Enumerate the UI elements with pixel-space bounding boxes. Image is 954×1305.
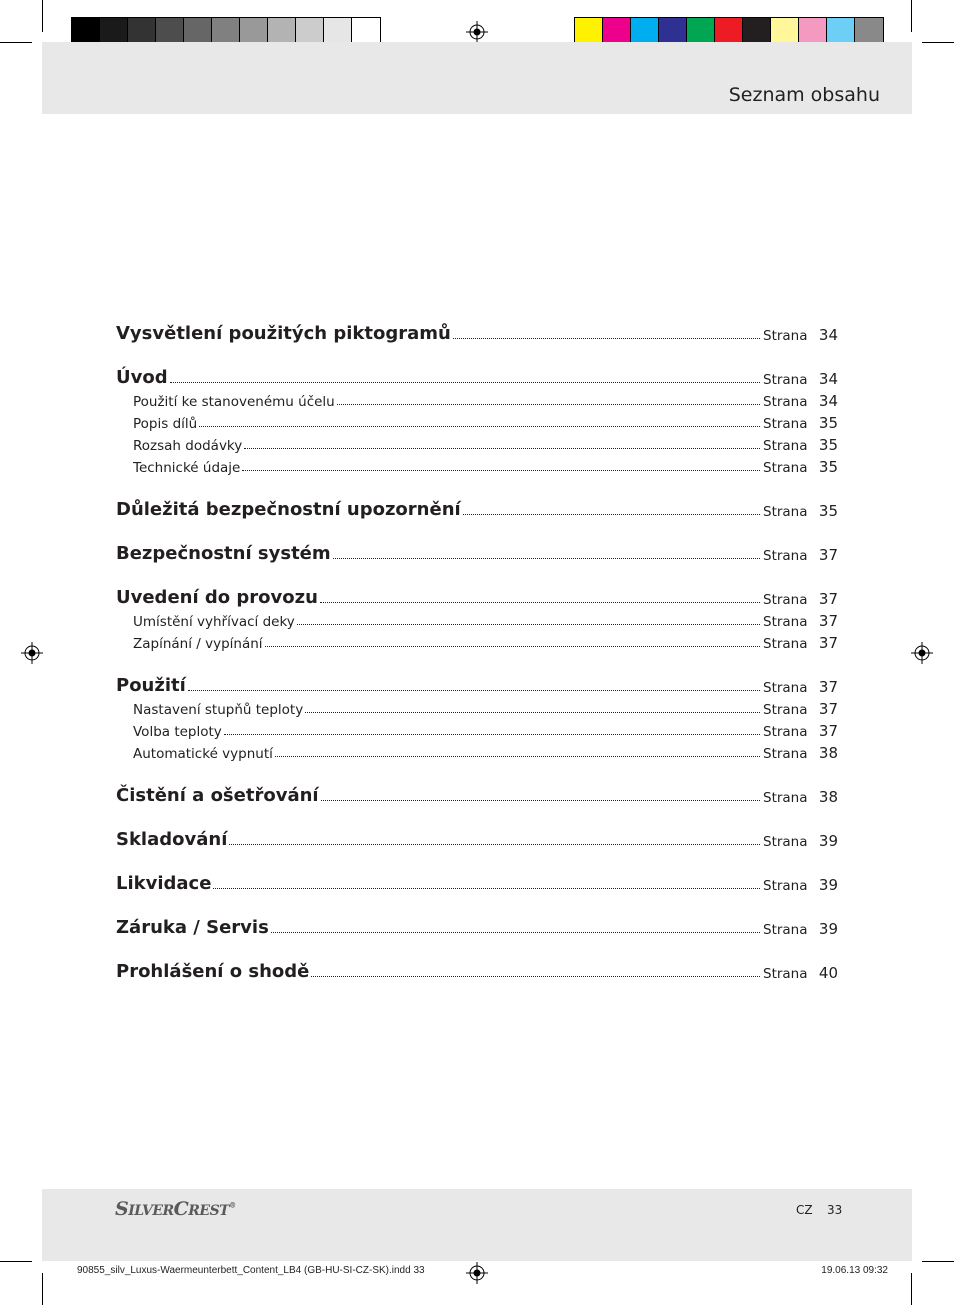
toc-page-number: 37 bbox=[818, 546, 838, 564]
toc-entry[interactable] bbox=[116, 498, 838, 520]
toc-entry-title: Volba teploty bbox=[133, 724, 222, 740]
toc-entry-title: Technické údaje bbox=[133, 460, 241, 476]
toc-page-number: 37 bbox=[818, 634, 838, 652]
toc-page-label: Strana bbox=[763, 394, 808, 410]
toc-entry-title: Nastavení stupňů teploty bbox=[133, 702, 304, 718]
dot-leader bbox=[333, 558, 760, 559]
dot-leader bbox=[463, 514, 760, 515]
toc-page-number: 35 bbox=[818, 502, 838, 520]
file-slug: 90855_silv_Luxus-Waermeunterbett_Content_LB4 (GB-HU-SI-CZ-SK).indd 33 bbox=[77, 1265, 425, 1276]
toc-subentry[interactable] bbox=[116, 388, 838, 410]
toc-entry[interactable] bbox=[116, 916, 838, 938]
dot-leader bbox=[297, 624, 760, 625]
toc-subentry[interactable] bbox=[116, 740, 838, 762]
toc-page-number: 39 bbox=[818, 832, 838, 850]
toc-entry[interactable] bbox=[116, 366, 838, 388]
date-slug: 19.06.13 09:32 bbox=[821, 1265, 888, 1276]
toc-page-label: Strana bbox=[763, 460, 808, 476]
toc-subentry[interactable] bbox=[116, 718, 838, 740]
toc-page-label: Strana bbox=[763, 724, 808, 740]
toc-page-number: 37 bbox=[818, 612, 838, 630]
toc-page-number: 37 bbox=[818, 700, 838, 718]
toc-page-label: Strana bbox=[763, 790, 808, 806]
crop-mark bbox=[911, 0, 912, 32]
crop-mark bbox=[922, 1261, 954, 1262]
toc-entry-title: Úvod bbox=[116, 367, 168, 388]
dot-leader bbox=[337, 404, 760, 405]
toc-page-number: 34 bbox=[818, 370, 838, 388]
toc-entry-title: Čistění a ošetřování bbox=[116, 785, 319, 806]
toc-subentry[interactable] bbox=[116, 696, 838, 718]
toc-page-number: 35 bbox=[818, 458, 838, 476]
toc-page-label: Strana bbox=[763, 636, 808, 652]
crop-mark bbox=[0, 42, 32, 43]
toc-entry[interactable] bbox=[116, 828, 838, 850]
dot-leader bbox=[453, 338, 760, 339]
dot-leader bbox=[305, 712, 760, 713]
toc-page-label: Strana bbox=[763, 328, 808, 344]
toc-page-number: 39 bbox=[818, 920, 838, 938]
dot-leader bbox=[213, 888, 760, 889]
toc-entry[interactable] bbox=[116, 674, 838, 696]
toc-page-number: 37 bbox=[818, 678, 838, 696]
toc-subentry[interactable] bbox=[116, 432, 838, 454]
toc-page-number: 34 bbox=[818, 326, 838, 344]
toc-page-number: 35 bbox=[818, 414, 838, 432]
dot-leader bbox=[265, 646, 760, 647]
dot-leader bbox=[229, 844, 760, 845]
crop-mark bbox=[922, 42, 954, 43]
toc-page-label: Strana bbox=[763, 680, 808, 696]
toc-page-label: Strana bbox=[763, 834, 808, 850]
toc-entry[interactable] bbox=[116, 586, 838, 608]
toc-entry-title: Použití bbox=[116, 675, 186, 696]
toc-entry-title: Uvedení do provozu bbox=[116, 587, 318, 608]
toc-subentry[interactable] bbox=[116, 608, 838, 630]
toc-entry-title: Bezpečnostní systém bbox=[116, 543, 331, 564]
toc-entry[interactable] bbox=[116, 960, 838, 982]
toc-page-number: 38 bbox=[818, 788, 838, 806]
toc-page-label: Strana bbox=[763, 966, 808, 982]
toc-page-number: 37 bbox=[818, 590, 838, 608]
dot-leader bbox=[199, 426, 760, 427]
dot-leader bbox=[188, 690, 760, 691]
dot-leader bbox=[170, 382, 760, 383]
toc-page-label: Strana bbox=[763, 746, 808, 762]
crop-mark bbox=[42, 0, 43, 32]
toc-page-label: Strana bbox=[763, 592, 808, 608]
dot-leader bbox=[320, 602, 760, 603]
language-code: CZ bbox=[796, 1203, 813, 1217]
registration-mark-icon bbox=[911, 642, 933, 664]
silvercrest-logo: SILVERCREST® bbox=[115, 1198, 236, 1220]
toc-entry-title: Umístění vyhřívací deky bbox=[133, 614, 295, 630]
page-number: 33 bbox=[827, 1203, 843, 1217]
toc-page-label: Strana bbox=[763, 702, 808, 718]
toc-subentry[interactable] bbox=[116, 410, 838, 432]
registration-mark-icon bbox=[21, 642, 43, 664]
dot-leader bbox=[321, 800, 760, 801]
crop-mark bbox=[0, 1261, 32, 1262]
toc-entry-title: Vysvětlení použitých piktogramů bbox=[116, 323, 451, 344]
table-of-contents bbox=[116, 322, 838, 982]
toc-entry[interactable] bbox=[116, 542, 838, 564]
dot-leader bbox=[244, 448, 760, 449]
toc-page-label: Strana bbox=[763, 548, 808, 564]
toc-page-number: 37 bbox=[818, 722, 838, 740]
toc-page-label: Strana bbox=[763, 878, 808, 894]
toc-page-label: Strana bbox=[763, 438, 808, 454]
toc-entry-title: Důležitá bezpečnostní upozornění bbox=[116, 499, 461, 520]
toc-entry-title: Prohlášení o shodě bbox=[116, 961, 310, 982]
toc-entry-title: Použití ke stanovenému účelu bbox=[133, 394, 335, 410]
toc-page-number: 38 bbox=[818, 744, 838, 762]
toc-page-label: Strana bbox=[763, 922, 808, 938]
toc-entry-title: Popis dílů bbox=[133, 416, 198, 432]
toc-subentry[interactable] bbox=[116, 454, 838, 476]
toc-entry-title: Záruka / Servis bbox=[116, 917, 269, 938]
dot-leader bbox=[224, 734, 760, 735]
toc-entry[interactable] bbox=[116, 872, 838, 894]
registration-mark-icon bbox=[466, 21, 488, 43]
registration-mark-icon bbox=[466, 1262, 488, 1284]
dot-leader bbox=[242, 470, 760, 471]
dot-leader bbox=[271, 932, 760, 933]
dot-leader bbox=[275, 756, 760, 757]
page-title: Seznam obsahu bbox=[728, 84, 880, 106]
toc-page-label: Strana bbox=[763, 504, 808, 520]
crop-mark bbox=[911, 1273, 912, 1305]
toc-page-label: Strana bbox=[763, 614, 808, 630]
toc-page-number: 40 bbox=[818, 964, 838, 982]
toc-entry-title: Skladování bbox=[116, 829, 228, 850]
toc-page-number: 34 bbox=[818, 392, 838, 410]
toc-entry[interactable] bbox=[116, 322, 838, 344]
crop-mark bbox=[42, 1273, 43, 1305]
toc-subentry[interactable] bbox=[116, 630, 838, 652]
toc-page-label: Strana bbox=[763, 416, 808, 432]
toc-entry[interactable] bbox=[116, 784, 838, 806]
dot-leader bbox=[311, 976, 760, 977]
toc-entry-title: Zapínání / vypínání bbox=[133, 636, 263, 652]
toc-entry-title: Rozsah dodávky bbox=[133, 438, 243, 454]
toc-page-number: 35 bbox=[818, 436, 838, 454]
toc-page-label: Strana bbox=[763, 372, 808, 388]
toc-page-number: 39 bbox=[818, 876, 838, 894]
toc-entry-title: Automatické vypnutí bbox=[133, 746, 273, 762]
toc-entry-title: Likvidace bbox=[116, 873, 212, 894]
